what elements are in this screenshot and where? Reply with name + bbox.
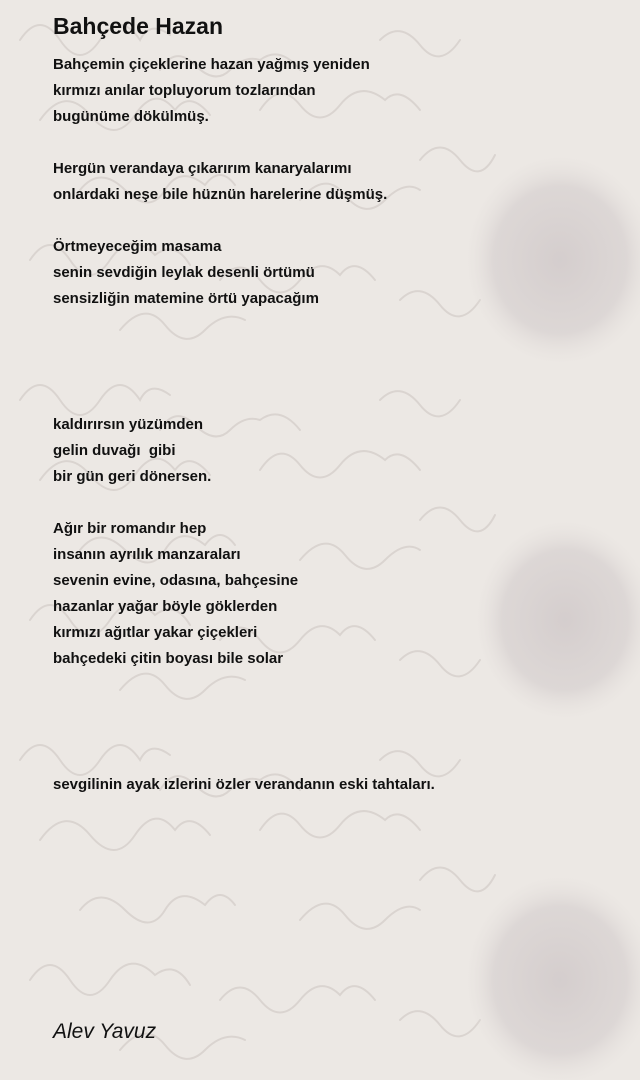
poem-line: Örtmeyeceğim masama — [53, 238, 222, 255]
stanza-4 — [53, 412, 211, 490]
poem-line: gelin duvağı gibi — [53, 442, 176, 459]
stanza-6 — [53, 772, 435, 798]
poem-line: bir gün geri dönersen. — [53, 468, 212, 485]
poem-line: insanın ayrılık manzaraları — [53, 546, 241, 563]
poem-line: kırmızı anılar topluyorum tozlarından — [53, 82, 316, 99]
stanza-3 — [53, 234, 319, 312]
poem-line: Bahçemin çiçeklerine hazan yağmış yeniden — [53, 56, 370, 73]
poem-line: bugünüme dökülmüş. — [53, 108, 209, 125]
poem-line: Ağır bir romandır hep — [53, 520, 207, 537]
poem-line: sensizliğin matemine örtü yapacağım — [53, 290, 319, 307]
poem-line: hazanlar yağar böyle göklerden — [53, 598, 278, 615]
poem-line: kırmızı ağıtlar yakar çiçekleri — [53, 624, 258, 641]
poem-line: senin sevdiğin leylak desenli örtümü — [53, 264, 315, 281]
poem-line: sevgilinin ayak izlerini özler verandanın eski tahtaları. — [53, 776, 435, 793]
stanza-2 — [53, 156, 387, 208]
poem-author: Alev Yavuz — [53, 1020, 157, 1043]
stanza-5 — [53, 516, 298, 672]
stanza-1 — [53, 52, 370, 130]
poem-line: onlardaki neşe bile hüznün harelerine düşmüş. — [53, 186, 388, 203]
poem-line: bahçedeki çitin boyası bile solar — [53, 650, 284, 667]
poem-title: Bahçede Hazan — [53, 13, 224, 39]
poem-line: sevenin evine, odasına, bahçesine — [53, 572, 299, 589]
poem-line: kaldırırsın yüzümden — [53, 416, 204, 433]
poem-line: Hergün verandaya çıkarırım kanaryalarımı — [53, 160, 352, 177]
